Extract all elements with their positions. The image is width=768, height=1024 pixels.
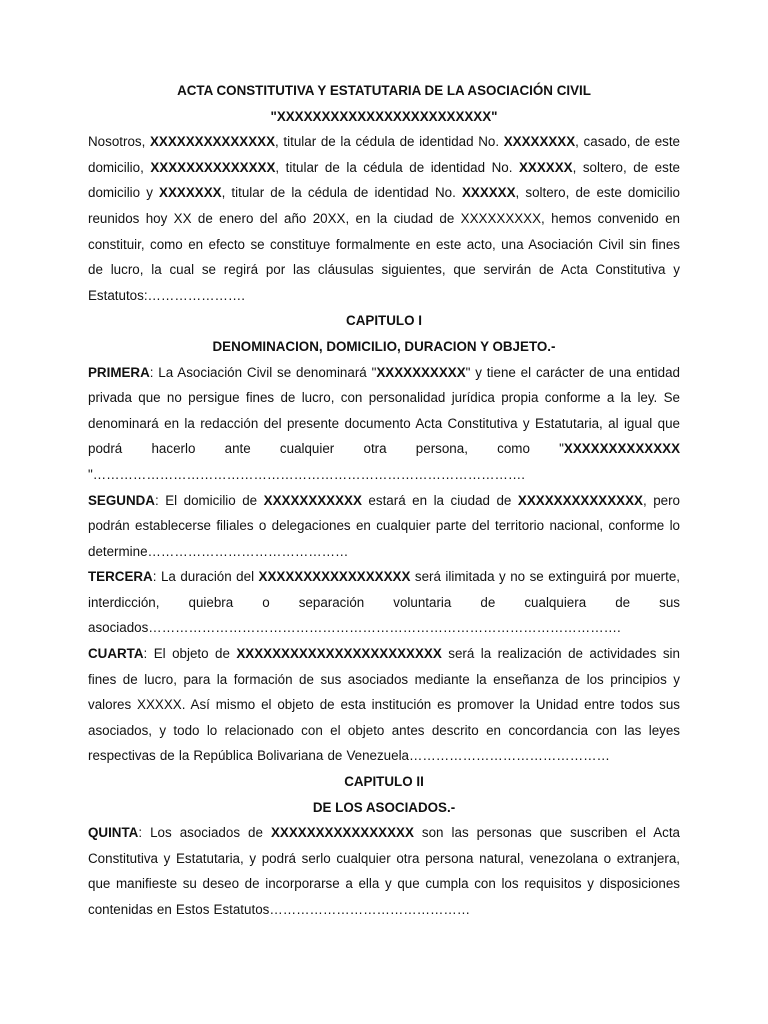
clause-cuarta-text-2: será la realización de actividades sin fines de lucro, para la formación de sus asociados mediante la enseñanza de los principios y valores XXXXX. Así mismo el objeto de esta institución es promover la Unidad entre todos sus asociados, y todo lo relacionado con el objeto antes descrito en concordancia con las leyes respectivas de la República Bolivariana de Venezuela………………………………………	[88, 646, 680, 764]
clause-quinta-text-1: : Los asociados de	[138, 825, 271, 841]
intro-text-5: , soltero, de este domicilio y	[88, 159, 680, 201]
clause-quinta-label: QUINTA	[88, 825, 139, 841]
clause-cuarta-name-1: XXXXXXXXXXXXXXXXXXXXXXX	[236, 646, 442, 662]
clause-segunda-text-1: : El domicilio de	[154, 492, 264, 508]
intro-text-6: , titular de la cédula de identidad No.	[221, 185, 462, 201]
intro-id-3: XXXXXX	[461, 185, 516, 201]
intro-text-1: Nosotros,	[88, 134, 150, 150]
chapter-2-subheading: DE LOS ASOCIADOS.-	[312, 799, 456, 815]
clause-primera-name-2: XXXXXXXXXXXXX	[563, 441, 680, 457]
clause-cuarta	[88, 641, 680, 769]
document-title-line-2: "XXXXXXXXXXXXXXXXXXXXXXXX"	[270, 108, 498, 124]
intro-name-2: XXXXXXXXXXXXXX	[150, 159, 276, 175]
clause-segunda-text-2: estará en la ciudad de	[361, 492, 518, 508]
clause-cuarta-label: CUARTA	[88, 646, 144, 662]
intro-paragraph	[88, 129, 680, 308]
intro-text-3: , casado, de este domicilio,	[88, 134, 681, 175]
clause-tercera-label: TERCERA	[88, 569, 153, 585]
chapter-1-heading: CAPITULO I	[346, 313, 422, 329]
chapter-2-heading: CAPITULO II	[344, 774, 424, 790]
clause-segunda	[88, 488, 680, 565]
clause-quinta	[88, 820, 680, 922]
clause-primera-text-1: : La Asociación Civil se denominará "	[149, 364, 377, 380]
document-title-line-1: ACTA CONSTITUTIVA Y ESTATUTARIA DE LA ASOCIACIÓN CIVIL	[177, 83, 591, 98]
intro-name-3: XXXXXXX	[159, 185, 222, 201]
document-page	[88, 78, 680, 923]
clause-quinta-name-1: XXXXXXXXXXXXXXXX	[270, 825, 414, 841]
chapter-1-subheading: DENOMINACION, DOMICILIO, DURACION Y OBJETO.-	[212, 338, 556, 354]
clause-tercera-name-1: XXXXXXXXXXXXXXXXX	[258, 569, 411, 585]
intro-text-2: , titular de la cédula de identidad No.	[275, 134, 504, 150]
clause-segunda-text-3: , pero podrán establecerse filiales o delegaciones en cualquier parte del territorio nacional, conforme lo determine………………………………………	[88, 492, 680, 559]
clause-segunda-name-1: XXXXXXXXXXX	[263, 492, 362, 508]
clause-primera-label: PRIMERA	[88, 364, 150, 380]
intro-id-1: XXXXXXXX	[503, 134, 576, 150]
intro-id-2: XXXXXX	[518, 159, 573, 175]
clause-quinta-text-2: son las personas que suscriben el Acta Constitutiva y Estatutaria, y podrá serlo cualquier otra persona natural, venezolana o extranjera, que manifieste su deseo de incorporarse a ella y que cumpla con los requisitos y disposiciones contenidas en Estos Estatutos………………………………………	[88, 825, 681, 917]
intro-text-7: , soltero, de este domicilio reunidos hoy XX de enero del año 20XX, en la ciudad de XXXXXXXXX, hemos convenido en constituir, como en efecto se constituye formalmente en este acto, una Asociación Civil sin fines de lucro, la cual se regirá por las cláusulas siguientes, que servirán de Acta Constitutiva y Estatutos:………………….	[88, 185, 680, 303]
clause-segunda-city: XXXXXXXXXXXXXX	[517, 492, 643, 508]
clause-primera-text-2: " y tiene el carácter de una entidad privada que no persigue fines de lucro, con personalidad jurídica propia conforme a la ley. Se denominará en la redacción del presente documento Acta Constitutiva y Estatutaria, al igual que podrá hacerlo ante cualquier otra persona, como "	[88, 364, 681, 457]
clause-tercera-text-1: : La duración del	[152, 569, 259, 585]
clause-primera-text-3: "…………………………………………………………………………………….	[88, 466, 525, 482]
clause-primera-name-1: XXXXXXXXXX	[376, 364, 466, 380]
clause-segunda-label: SEGUNDA	[88, 492, 155, 508]
clause-cuarta-text-1: : El objeto de	[143, 646, 237, 662]
clause-tercera	[88, 564, 680, 641]
intro-text-4: , titular de la cédula de identidad No.	[275, 159, 519, 175]
clause-primera	[88, 360, 680, 488]
intro-name-1: XXXXXXXXXXXXXX	[149, 134, 276, 150]
clause-tercera-text-2: será ilimitada y no se extinguirá por muerte, interdicción, quiebra o separación voluntaria de cualquiera de sus asociados…………………………………………………………………………………………….	[88, 569, 680, 636]
